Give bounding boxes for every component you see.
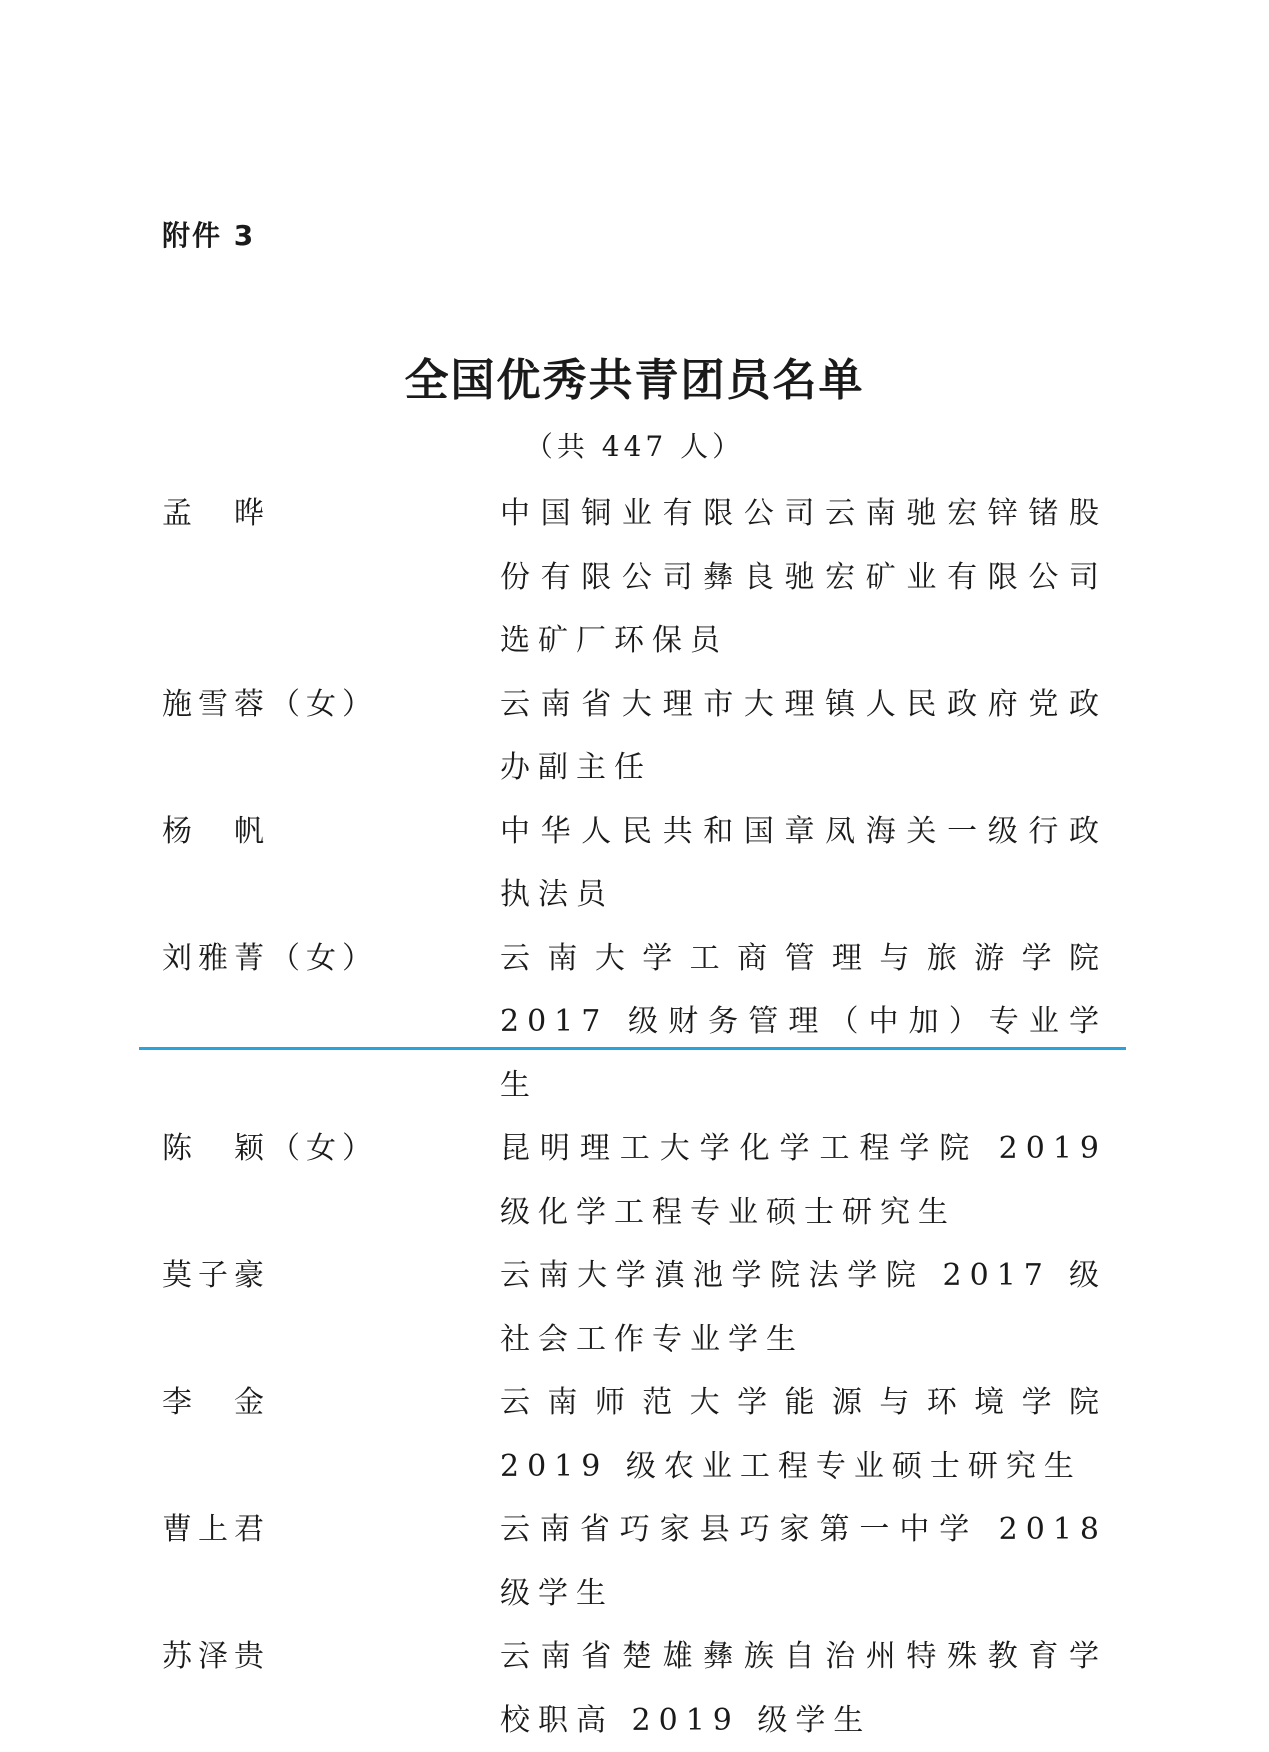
honoree-name: 李 金: [162, 1385, 270, 1420]
honoree-organization: 云南师范大学能源与环境学院 2019 级农业工程专业硕士研究生: [500, 1385, 1107, 1484]
honoree-organization: 昆明理工大学化学工程学院 2019 级化学工程专业硕士研究生: [500, 1131, 1107, 1230]
honoree-organization: 云南大学工商管理与旅游学院 2017 级财务管理（中加）专业学生: [500, 940, 1107, 1103]
honoree-name: 莫子豪: [162, 1258, 270, 1293]
list-item: [162, 927, 1107, 1118]
honoree-organization: 云南省巧家县巧家第一中学 2018 级学生: [500, 1512, 1107, 1611]
total-count: （共 447 人）: [524, 430, 745, 463]
list-item: [162, 673, 1107, 800]
section-divider: [139, 1047, 1126, 1050]
list-item: [162, 1117, 1107, 1244]
list-item: [162, 1625, 1107, 1752]
page-title: 全国优秀共青团员名单: [404, 355, 865, 406]
list-item: [162, 482, 1107, 673]
honoree-name: 陈 颖（女）: [162, 1131, 378, 1166]
honoree-list: [162, 482, 1107, 1752]
list-item: [162, 800, 1107, 927]
honoree-name: 曹上君: [162, 1512, 270, 1547]
honoree-name: 刘雅菁（女）: [162, 940, 378, 976]
honoree-name: 苏泽贵: [162, 1639, 270, 1674]
honoree-name: 施雪蓉（女）: [162, 686, 378, 722]
list-item: [162, 1498, 1107, 1625]
attachment-label: 附件 3: [162, 219, 256, 252]
honoree-organization: 中华人民共和国章凤海关一级行政执法员: [500, 813, 1107, 912]
honoree-organization: 云南省楚雄彝族自治州特殊教育学校职高 2019 级学生: [500, 1639, 1107, 1738]
honoree-name: 孟 晔: [162, 496, 270, 531]
honoree-organization: 云南大学滇池学院法学院 2017 级社会工作专业学生: [500, 1258, 1107, 1357]
honoree-organization: 云南省大理市大理镇人民政府党政办副主任: [500, 686, 1107, 785]
list-item: [162, 1371, 1107, 1498]
list-item: [162, 1244, 1107, 1371]
honoree-name: 杨 帆: [162, 813, 270, 849]
honoree-organization: 中国铜业有限公司云南驰宏锌锗股份有限公司彝良驰宏矿业有限公司选矿厂环保员: [500, 496, 1107, 658]
